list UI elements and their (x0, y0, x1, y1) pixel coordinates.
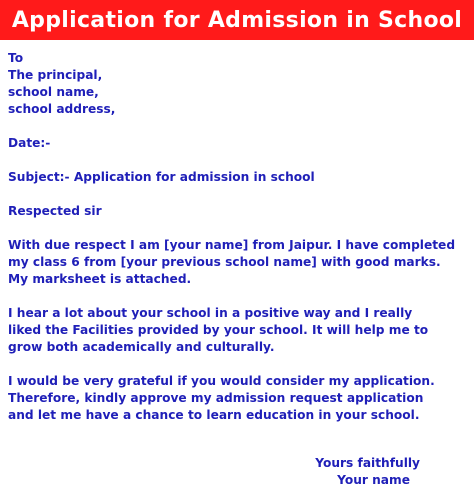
address-line: The principal, (8, 68, 103, 82)
paragraph-1-line: With due respect I am [your name] from Jaipur. I have completed (8, 238, 456, 252)
subject-line: Subject:- Application for admission in school (8, 170, 315, 184)
title-banner (0, 0, 474, 40)
paragraph-1-line: my class 6 from [your previous school name] with good marks. (8, 255, 441, 269)
signature-line: Your name (337, 473, 410, 487)
paragraph-2-line: liked the Facilities provided by your school. It will help me to (8, 323, 429, 337)
paragraph-3-line: I would be very grateful if you would consider my application. (8, 374, 435, 388)
page-title: Application for Admission in School (11, 7, 463, 33)
paragraph-2-line: grow both academically and culturally. (8, 340, 275, 354)
closing-line: Yours faithfully (315, 456, 420, 470)
letter-body (8, 50, 470, 424)
address-line: school name, (8, 85, 99, 99)
paragraph-3-line: and let me have a chance to learn education in your school. (8, 408, 420, 422)
address-line: school address, (8, 102, 116, 116)
paragraph-2-line: I hear a lot about your school in a positive way and I really (8, 306, 413, 320)
paragraph-3-line: Therefore, kindly approve my admission request application (8, 391, 424, 405)
paragraph-1-line: My marksheet is attached. (8, 272, 192, 286)
address-line: To (8, 51, 24, 65)
salutation: Respected sir (8, 204, 102, 218)
date-line: Date:- (8, 136, 51, 150)
